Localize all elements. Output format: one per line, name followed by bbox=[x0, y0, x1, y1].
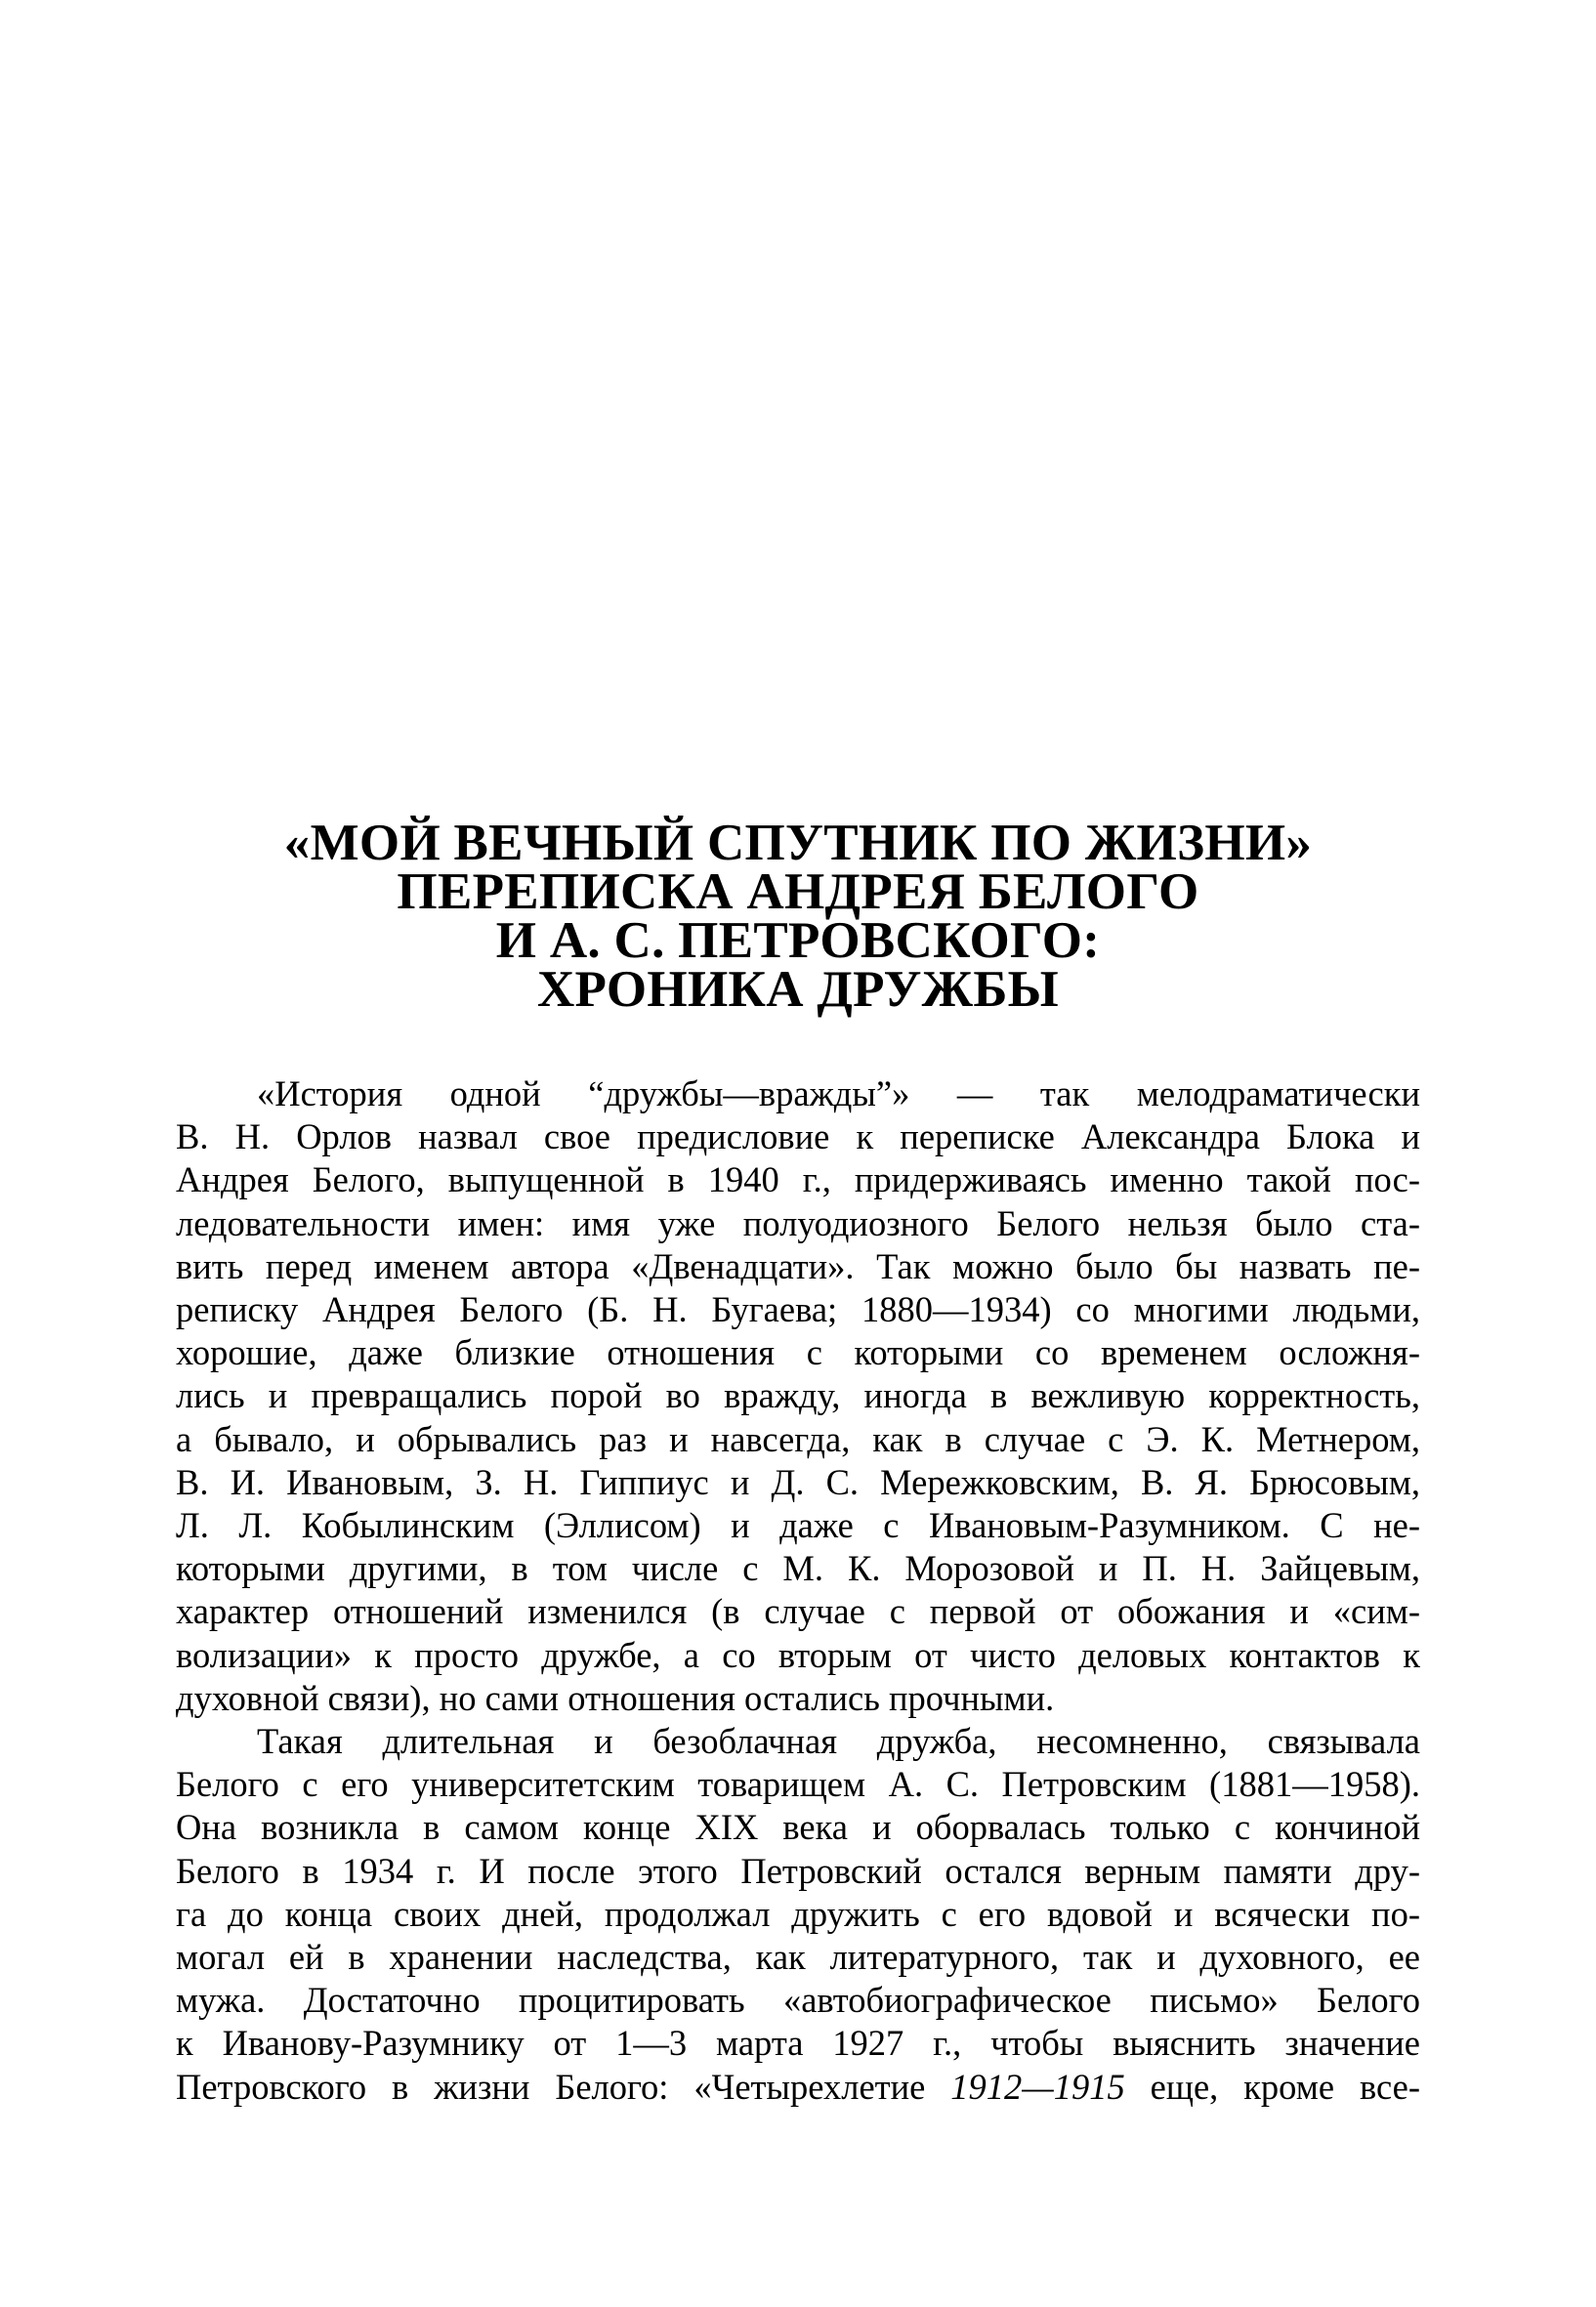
text-line: Белого в 1934 г. И после этого Петровский остался верным памяти дру- bbox=[176, 1850, 1420, 1891]
chapter-title bbox=[176, 815, 1420, 1018]
text-line: к Иванову-Разумнику от 1—3 марта 1927 г., чтобы выяснить значение bbox=[176, 2023, 1420, 2064]
text-line: В. И. Ивановым, З. Н. Гиппиус и Д. С. Мережковским, В. Я. Брюсовым, bbox=[176, 1461, 1420, 1502]
paragraph-1 bbox=[176, 1072, 1420, 1720]
title-line: «МОЙ ВЕЧНЫЙ СПУТНИК ПО ЖИЗНИ» bbox=[283, 815, 1313, 871]
text-line: хорошие, даже близкие отношения с которыми со временем осложня- bbox=[176, 1332, 1420, 1373]
title-line: ПЕРЕПИСКА АНДРЕЯ БЕЛОГО bbox=[397, 863, 1199, 920]
text-line: мужа. Достаточно процитировать «автобиографическое письмо» Белого bbox=[176, 1980, 1420, 2021]
title-line: И А. С. ПЕТРОВСКОГО: bbox=[495, 912, 1101, 969]
text-run: Петровского в жизни Белого: «Четырехлетие bbox=[176, 2066, 951, 2107]
text-line: могал ей в хранении наследства, как литературного, так и духовного, ее bbox=[176, 1937, 1420, 1978]
text-line: Белого с его университетским товарищем А. С. Петровским (1881—1958). bbox=[176, 1764, 1420, 1805]
text-line: которыми другими, в том числе с М. К. Морозовой и П. Н. Зайцевым, bbox=[176, 1548, 1420, 1589]
title-line: ХРОНИКА ДРУЖБЫ bbox=[536, 961, 1060, 1018]
text-line: реписку Андрея Белого (Б. Н. Бугаева; 1880—1934) со многими людьми, bbox=[176, 1289, 1420, 1330]
text-line: лись и превращались порой во вражду, иногда в вежливую корректность, bbox=[176, 1375, 1420, 1416]
text-line: «История одной “дружбы—вражды”» — так мелодраматически bbox=[257, 1073, 1420, 1113]
text-line: Такая длительная и безоблачная дружба, несомненно, связывала bbox=[257, 1721, 1420, 1762]
text-line: В. Н. Орлов назвал свое предисловие к переписке Александра Блока и bbox=[176, 1116, 1420, 1157]
text-line: ледовательности имен: имя уже полуодиозного Белого нельзя было ста- bbox=[176, 1202, 1420, 1243]
paragraph-2 bbox=[176, 1720, 1420, 2109]
text-line: вить перед именем автора «Двенадцати». Так можно было бы назвать пе- bbox=[176, 1245, 1420, 1286]
text-run: еще, кроме все- bbox=[1124, 2066, 1420, 2107]
text-line-mixed bbox=[176, 2066, 1420, 2109]
text-line: Андрея Белого, выпущенной в 1940 г., придерживаясь именно такой пос- bbox=[176, 1159, 1420, 1200]
text-line: характер отношений изменился (в случае с первой от обожания и «сим- bbox=[176, 1591, 1420, 1632]
text-line: га до конца своих дней, продолжал дружить с его вдовой и всячески по- bbox=[176, 1893, 1420, 1934]
text-line: Л. Л. Кобылинским (Эллисом) и даже с Ивановым-Разумником. С не- bbox=[176, 1505, 1420, 1546]
text-line: духовной связи), но сами отношения остались прочными. bbox=[176, 1677, 1055, 1718]
italic-date-range: 1912—1915 bbox=[950, 2066, 1125, 2107]
text-line: Она возникла в самом конце XIX века и оборвалась только с кончиной bbox=[176, 1807, 1420, 1848]
text-line: волизации» к просто дружбе, а со вторым от чисто деловых контактов к bbox=[176, 1634, 1420, 1675]
text-line: а бывало, и обрывались раз и навсегда, как в случае с Э. К. Метнером, bbox=[176, 1418, 1420, 1459]
body-text bbox=[176, 1072, 1420, 2109]
